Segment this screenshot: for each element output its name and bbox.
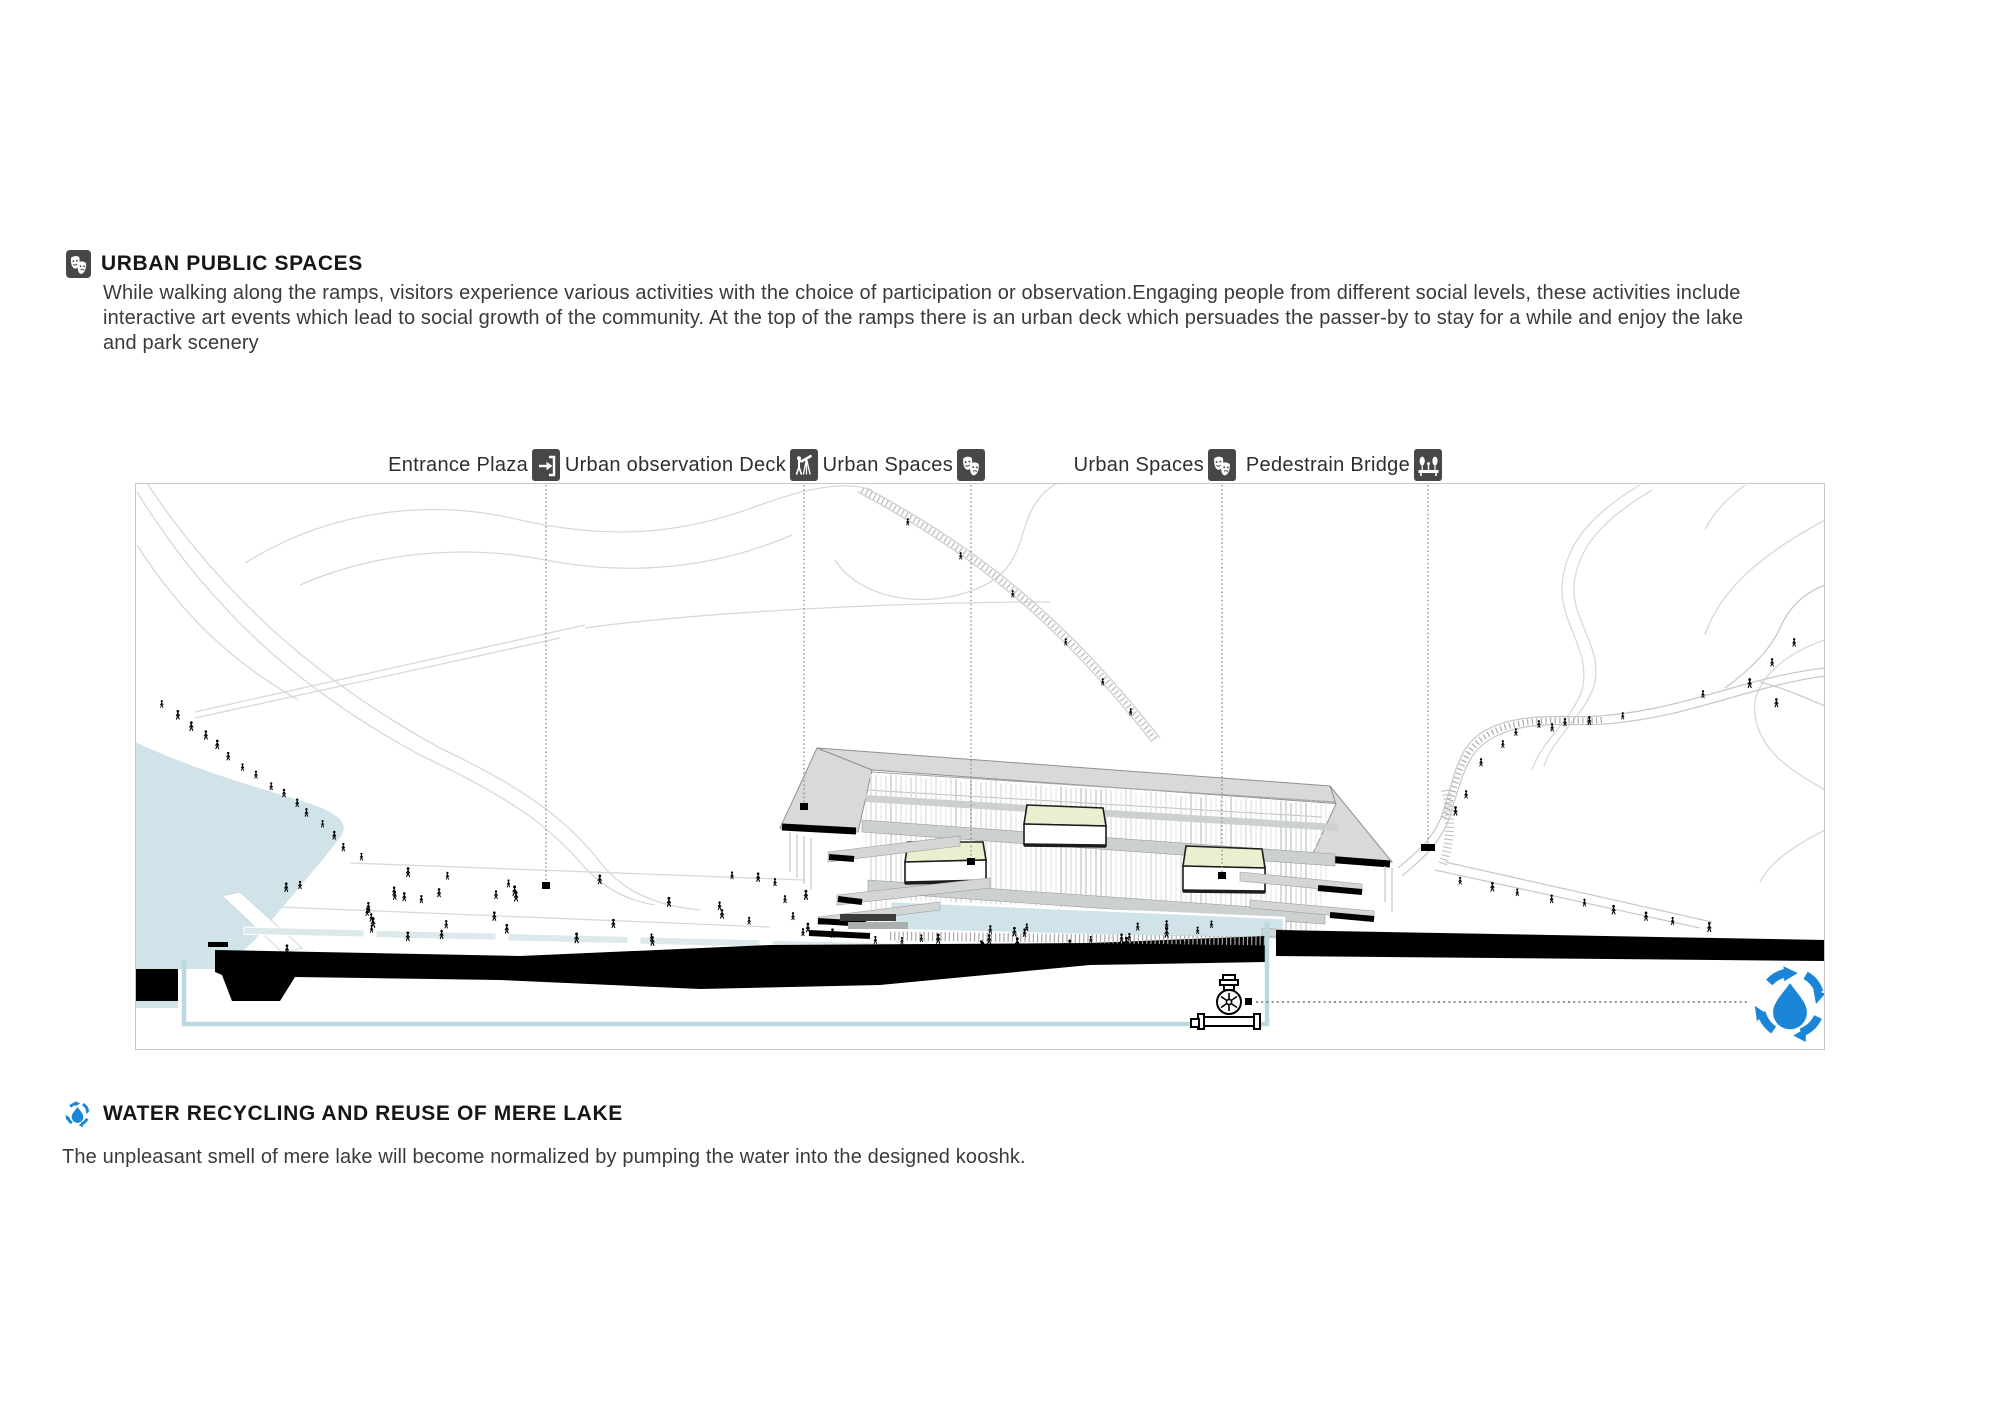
pedestrian-bridge-icon (1414, 449, 1442, 481)
label-text: Entrance Plaza (388, 453, 528, 476)
drawing-label-entrance-plaza (388, 449, 560, 481)
drawing-label-urban-spaces-2 (1074, 449, 1236, 481)
pedestrian-bridge-path (1398, 585, 1825, 928)
upper-park-walkway (858, 488, 1160, 742)
section-drawing-panel (135, 483, 1825, 1050)
drawing-label-pedestrian-bridge (1246, 449, 1442, 481)
label-text: Pedestrain Bridge (1245, 453, 1410, 476)
footer-paragraph: The unpleasant smell of mere lake will become normalized by pumping the water into the designed kooshk. (62, 1146, 1026, 1168)
terrain-section (135, 930, 1825, 1001)
drawing-label-urban-spaces-1 (823, 449, 985, 481)
top-section-header (66, 250, 363, 278)
theater-masks-icon (66, 250, 91, 278)
label-text: Urban Spaces (1073, 453, 1204, 476)
footer-title: WATER RECYCLING AND REUSE OF MERE LAKE (103, 1102, 623, 1125)
paragraph-line: and park scenery (103, 332, 259, 354)
theater-masks-icon (1208, 449, 1236, 481)
building-section (780, 748, 1392, 948)
drawing-label-observation-deck (565, 449, 818, 481)
section-drawing (135, 483, 1825, 1050)
footer-section-header (64, 1100, 623, 1128)
theater-masks-icon (957, 449, 985, 481)
top-section-paragraph (103, 281, 1743, 356)
water-recycle-icon (1755, 966, 1825, 1042)
entrance-door-icon (532, 449, 560, 481)
page-title: URBAN PUBLIC SPACES (101, 252, 363, 275)
paragraph-line: interactive art events which lead to social growth of the community. At the top of the ramps there is an urban deck which persuades the passer-by to stay for a while and enjoy the lake (103, 307, 1744, 329)
label-text: Urban Spaces (822, 453, 953, 476)
lake-edge-marker (208, 942, 228, 947)
water-recycle-icon (64, 1100, 91, 1128)
observation-telescope-icon (790, 449, 818, 481)
flow-line-marker (1245, 998, 1252, 1005)
label-text: Urban observation Deck (564, 453, 786, 476)
paragraph-line: While walking along the ramps, visitors experience various activities with the choice of participation or observation.Engaging people from different social levels, these activities include (103, 282, 1741, 304)
